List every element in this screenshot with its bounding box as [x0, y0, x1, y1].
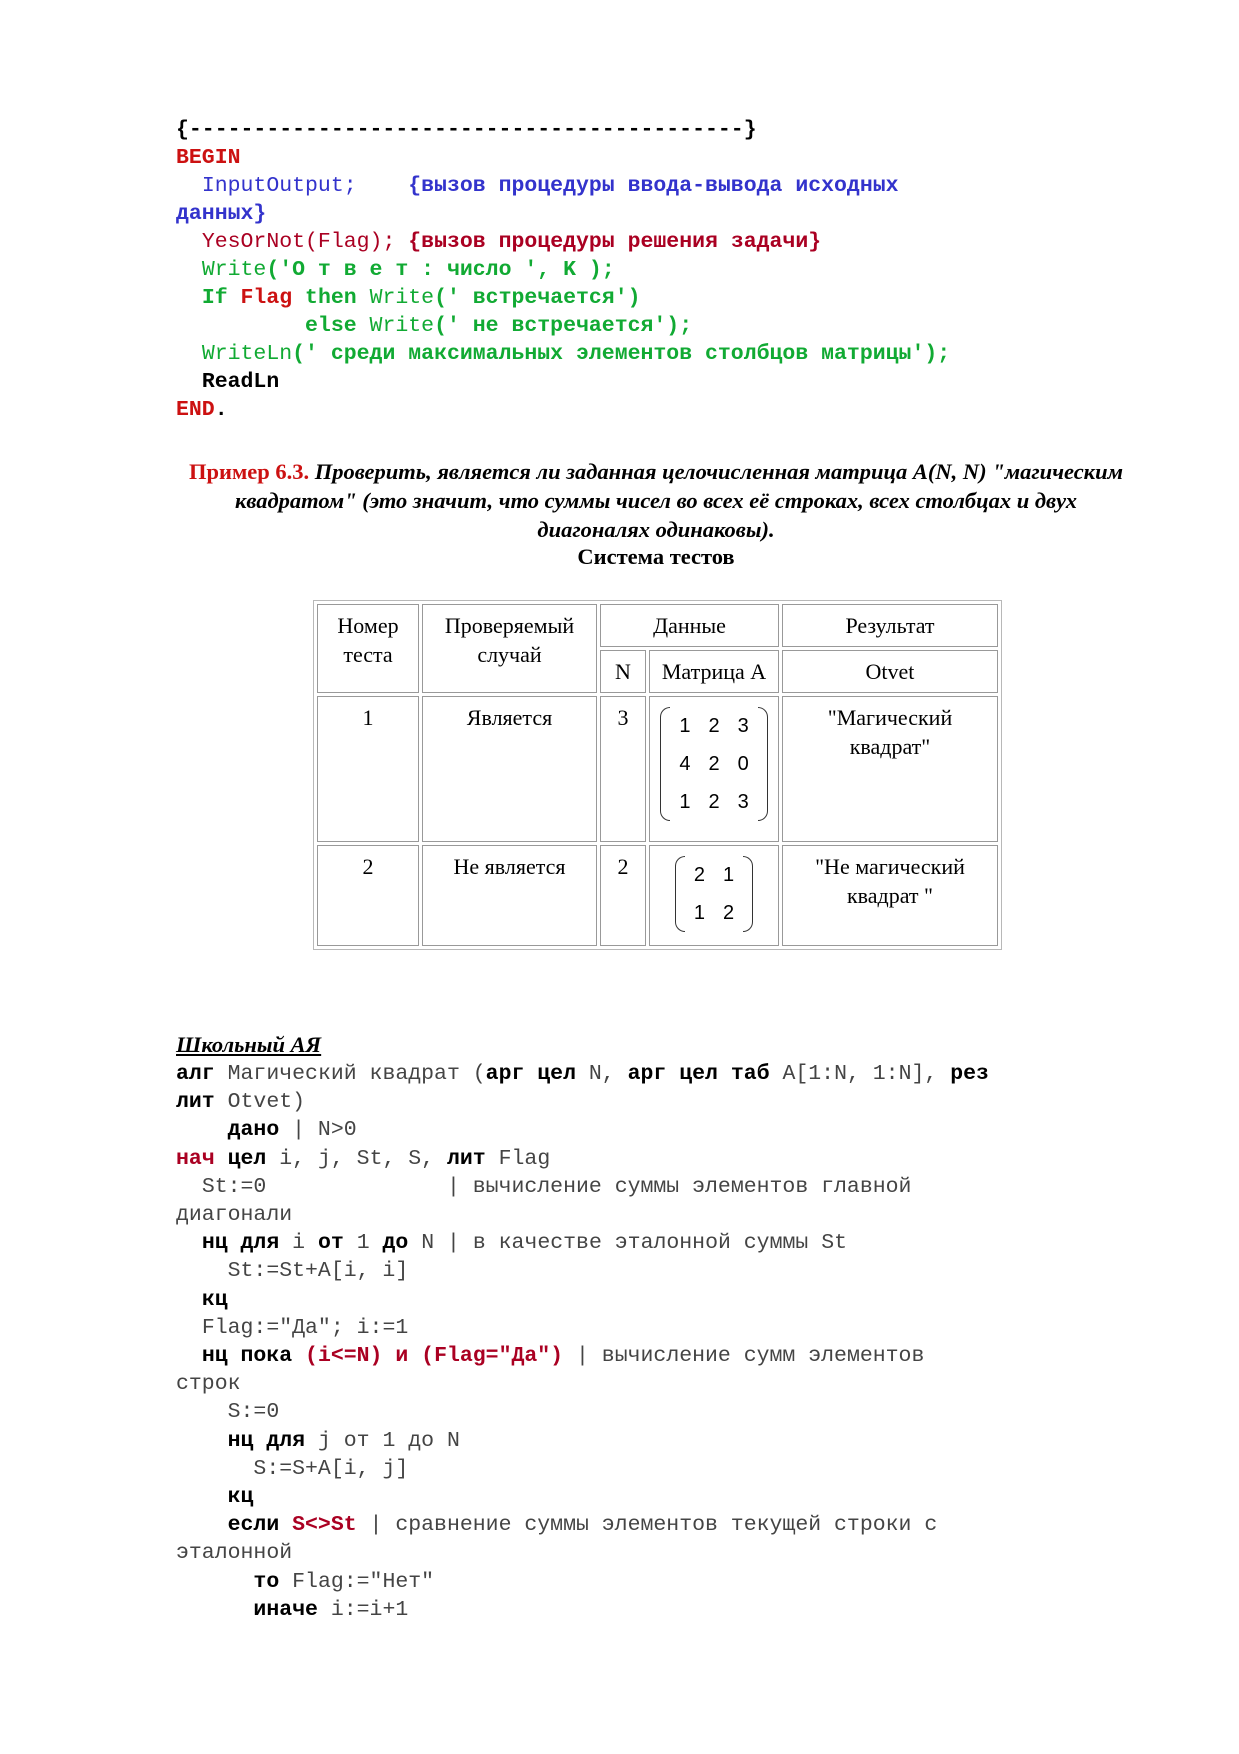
header-matrix: Матрица A: [649, 650, 779, 693]
matrix-value: 4: [679, 753, 691, 775]
matrix-2x2: [675, 856, 753, 932]
matrix-value: 1: [693, 902, 705, 924]
matrix-value: 2: [723, 902, 735, 924]
code-separator: {-------------------------------------------}: [176, 118, 757, 142]
matrix-3x3: [660, 707, 767, 821]
header-otvet: Otvet: [782, 650, 998, 693]
row-matrix-cell: [649, 696, 779, 842]
matrix-value: 0: [737, 753, 749, 775]
example-text: Проверить, является ли заданная целочисленная матрица A(N, N) "магическим квадратом" (это значит, что суммы чисел во всех её строках, всех столбцах и двух диагоналях одинаковы).: [234, 459, 1124, 542]
row-case: Не является: [422, 845, 597, 946]
row-test-number: 1: [317, 696, 419, 842]
code-inputoutput-comment: данных}: [176, 202, 267, 226]
header-checked-case: Проверяемый случай: [422, 604, 597, 693]
code-end: END.: [176, 398, 228, 422]
code-if-line: If Flag then Write(' встречается'): [201, 286, 641, 310]
matrix-value: 1: [723, 864, 735, 886]
code-else-line: else Write(' не встречается');: [305, 314, 693, 338]
row-n: 2: [600, 845, 646, 946]
matrix-value: 1: [679, 791, 691, 813]
code-yesornot-line: YesOrNot(Flag); {вызов процедуры решения задачи}: [201, 230, 822, 254]
header-result: Результат: [782, 604, 998, 647]
header-data: Данные: [600, 604, 779, 647]
row-result: "Магический квадрат": [782, 696, 998, 842]
matrix-value: 2: [708, 791, 720, 813]
example-label: Пример 6.3.: [188, 459, 310, 484]
header-test-number: Номер теста: [317, 604, 419, 693]
code-write-line: Write('О т в е т : число ', K );: [201, 258, 615, 282]
code-writeln-line: WriteLn(' среди максимальных элементов столбцов матрицы');: [201, 342, 951, 366]
matrix-value: 1: [679, 715, 691, 737]
row-n: 3: [600, 696, 646, 842]
school-language-heading: Школьный АЯ: [176, 1032, 322, 1057]
row-result: "Не магический квадрат ": [782, 845, 998, 946]
table-row: [317, 845, 998, 946]
tests-title: Система тестов: [577, 544, 735, 569]
school-algorithm-code: алг Магический квадрат (арг цел N, арг цел таб A[1:N, 1:N], рез лит Otvet) дано | N>0 нач цел i, j, St, S, лит Flag St:=0 | вычисление суммы элементов главной диагонали нц для i от 1 до N | в качестве эталонной суммы St St:=St+A[i, i] кц Flag:="Да"; i:=1 нц пока (i<=N) и (Flag="Да") | вычисление сумм элементов строк S:=0 нц для j от 1 до N S:=S+A[i, j] кц если S<>St | сравнение суммы элементов текущей строки с эталонной то Flag:="Нет" иначе i:=i+1: [176, 1062, 989, 1622]
matrix-value: 3: [737, 715, 749, 737]
matrix-value: 2: [708, 715, 720, 737]
matrix-value: 3: [737, 791, 749, 813]
matrix-value: 2: [693, 864, 705, 886]
example-statement: [176, 457, 1136, 544]
code-inputoutput-line: InputOutput; {вызов процедуры ввода-вывода исходных: [201, 174, 899, 198]
row-test-number: 2: [317, 845, 419, 946]
table-row: [317, 696, 998, 842]
tests-table: [313, 600, 1002, 950]
code-readln: ReadLn: [201, 370, 280, 394]
matrix-value: 2: [708, 753, 720, 775]
code-begin: BEGIN: [176, 146, 241, 170]
row-case: Является: [422, 696, 597, 842]
header-n: N: [600, 650, 646, 693]
row-matrix-cell: [649, 845, 779, 946]
